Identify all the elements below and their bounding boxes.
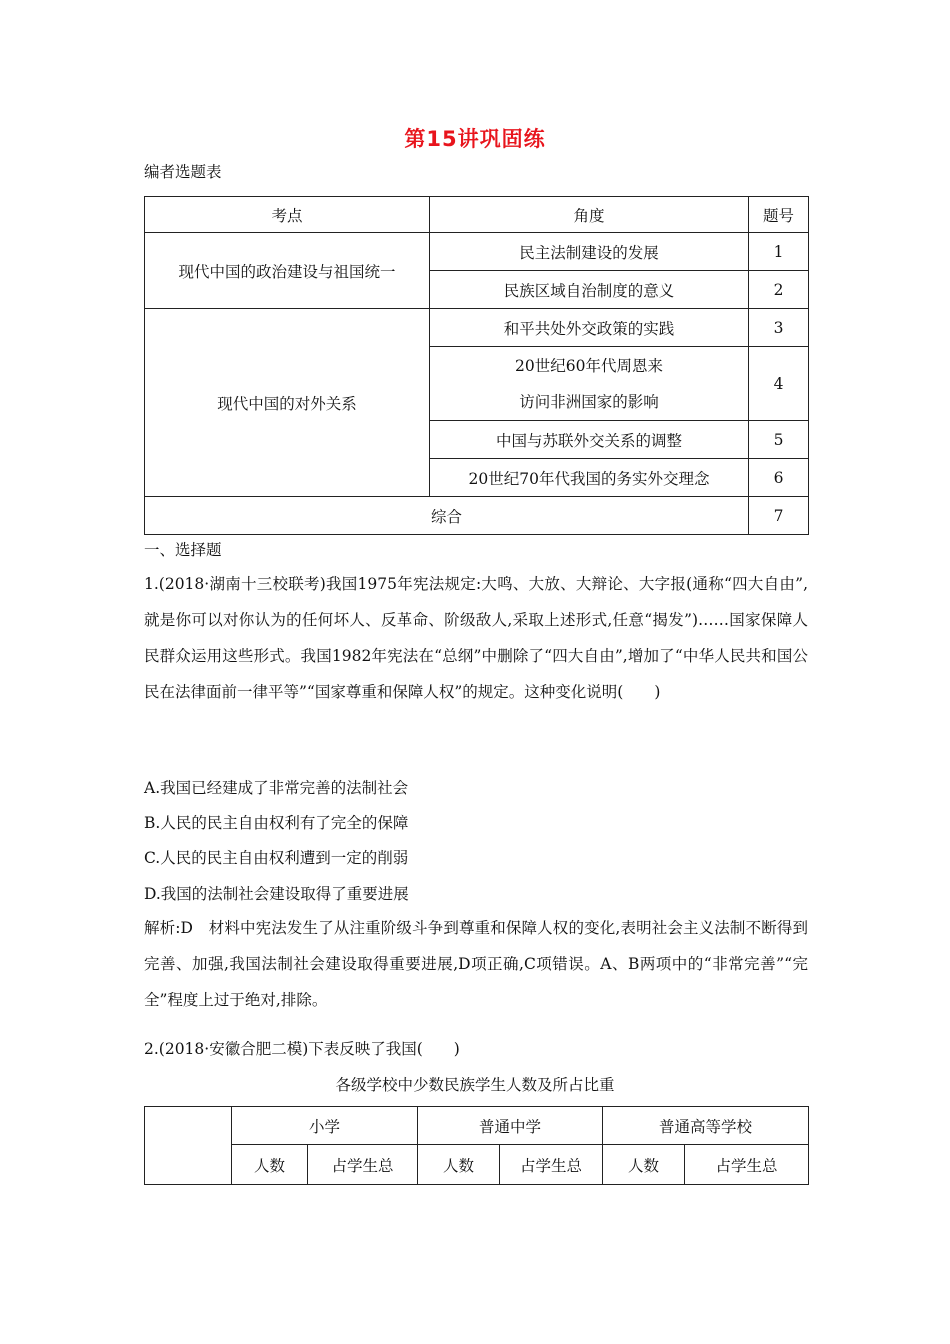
- option-b: B.人民的民主自由权利有了完全的保障: [144, 814, 409, 832]
- subheader-cell: 占学生总: [685, 1145, 809, 1185]
- number-cell: 1: [749, 233, 809, 271]
- angle-cell: 民族区域自治制度的意义: [430, 271, 749, 309]
- number-cell: 2: [749, 271, 809, 309]
- angle-line: 20世纪60年代周恩来: [515, 356, 663, 375]
- angle-cell: 民主法制建设的发展: [430, 233, 749, 271]
- angle-cell: 中国与苏联外交关系的调整: [430, 421, 749, 459]
- level-header: 普通高等学校: [603, 1107, 809, 1145]
- subheader-cell: 人数: [418, 1145, 500, 1185]
- subheader-cell: 占学生总: [308, 1145, 418, 1185]
- table-row: [145, 309, 809, 347]
- table-header-row: [145, 197, 809, 233]
- data-table-title: 各级学校中少数民族学生人数及所占比重: [335, 1076, 615, 1094]
- table-caption: 编者选题表: [144, 163, 222, 181]
- level-header: 普通中学: [418, 1107, 603, 1145]
- subheader-cell: 占学生总: [500, 1145, 603, 1185]
- table-row: [145, 233, 809, 271]
- question-1-stem: 1.(2018·湖南十三校联考)我国1975年宪法规定:大鸣、大放、大辩论、大字报(通称“四大自由”,就是你可以对你认为的任何坏人、反革命、阶级敌人,采取上述形式,任意“揭发”)……国家保障人民群众运用这些形式。我国1982年宪法在“总纲”中删除了“四大自由”,增加了“中华人民共和国公民在法律面前一律平等”“国家尊重和保障人权”的规定。这种变化说明( ): [144, 575, 808, 701]
- angle-cell: 和平共处外交政策的实践: [430, 309, 749, 347]
- subheader-cell: 人数: [232, 1145, 308, 1185]
- number-cell: 4: [749, 347, 809, 421]
- blank-corner-cell: [145, 1107, 232, 1185]
- header-cell: 题号: [749, 197, 809, 233]
- summary-cell: 综合: [145, 497, 749, 535]
- question-2-stem: 2.(2018·安徽合肥二模)下表反映了我国( ): [144, 1040, 460, 1058]
- number-cell: 6: [749, 459, 809, 497]
- option-a: A.我国已经建成了非常完善的法制社会: [144, 779, 409, 797]
- table-subheader-row: [145, 1145, 809, 1185]
- header-cell: 考点: [145, 197, 430, 233]
- header-cell: 角度: [430, 197, 749, 233]
- topic-cell: 现代中国的政治建设与祖国统一: [145, 233, 430, 309]
- table-summary-row: [145, 497, 809, 535]
- option-d: D.我国的法制社会建设取得了重要进展: [144, 885, 409, 903]
- number-cell: 5: [749, 421, 809, 459]
- subheader-cell: 人数: [603, 1145, 685, 1185]
- table-header-row: [145, 1107, 809, 1145]
- question-1-analysis: 解析:D 材料中宪法发生了从注重阶级斗争到尊重和保障人权的变化,表明社会主义法制不断得到完善、加强,我国法制社会建设取得重要进展,D项正确,C项错误。A、B两项中的“非常完善”“完全”程度上过于绝对,排除。: [144, 919, 808, 1009]
- angle-cell: [430, 347, 749, 421]
- topic-table: [144, 196, 809, 535]
- page-title: 第15讲巩固练: [404, 127, 546, 151]
- topic-cell: 现代中国的对外关系: [145, 309, 430, 497]
- student-data-table: [144, 1106, 809, 1185]
- section-heading: 一、选择题: [144, 541, 222, 559]
- option-c: C.人民的民主自由权利遭到一定的削弱: [144, 849, 409, 867]
- angle-line: 访问非洲国家的影响: [519, 392, 659, 411]
- angle-cell: 20世纪70年代我国的务实外交理念: [430, 459, 749, 497]
- number-cell: 7: [749, 497, 809, 535]
- number-cell: 3: [749, 309, 809, 347]
- level-header: 小学: [232, 1107, 418, 1145]
